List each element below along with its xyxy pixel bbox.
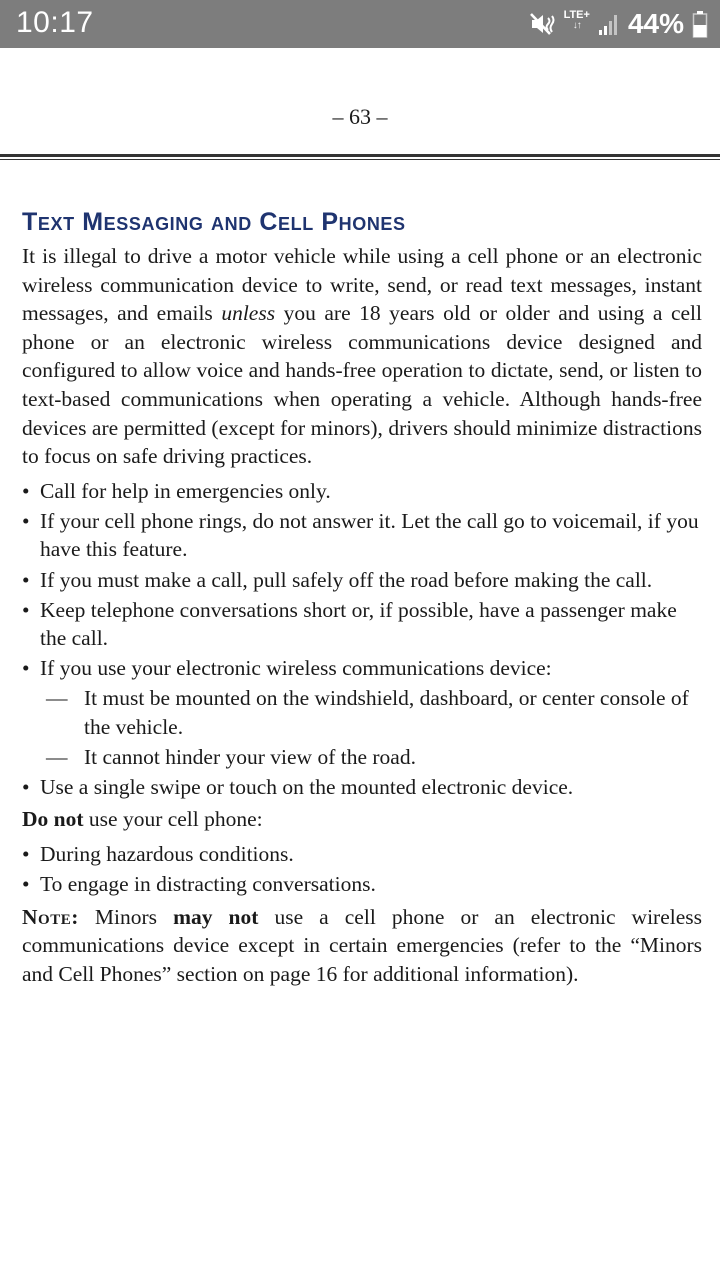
intro-text-2: you are 18 years old or older and using a cell phone or an electronic wireless communications device designed and configured to allow voice and hands-free operation to dictate, send, or listen to text-based communications when operating a vehicle. Although hands-free devices are permitted (except for minors), drivers should minimize distractions to focus on safe driving practices. <box>22 301 702 469</box>
do-not-list <box>22 840 702 899</box>
sub-list-item-text: It must be mounted on the windshield, dashboard, or center console of the vehicle. <box>84 685 689 739</box>
intro-paragraph <box>22 242 702 471</box>
sub-list <box>22 684 702 771</box>
list-item: • If your cell phone rings, do not answer it. Let the call go to voicemail, if you have this feature. <box>22 507 702 564</box>
mute-vibrate-icon <box>528 10 556 38</box>
signal-icon <box>598 12 620 36</box>
page-number: – 63 – <box>332 104 388 129</box>
list-item: • Keep telephone conversations short or, if possible, have a passenger make the call. <box>22 596 702 653</box>
lte-label: LTE+ <box>563 8 590 21</box>
status-time: 10:17 <box>16 6 94 39</box>
do-not-heading <box>22 805 702 834</box>
page-content <box>22 206 702 988</box>
sub-list-item-text: It cannot hinder your view of the road. <box>84 744 416 769</box>
sub-list-item <box>22 743 702 772</box>
do-not-rest: use your cell phone: <box>83 807 263 832</box>
list-item: • Call for help in emergencies only. <box>22 477 702 506</box>
network-type <box>564 10 590 31</box>
note-paragraph <box>22 903 702 989</box>
status-icons <box>528 6 708 42</box>
list-item: • To engage in distracting conversations. <box>22 870 702 899</box>
dash-marker: — <box>46 744 68 769</box>
note-bold: may not <box>173 904 259 929</box>
list-item: • During hazardous conditions. <box>22 840 702 869</box>
do-not-bold: Do not <box>22 807 84 832</box>
intro-text-1: It is illegal to drive a motor vehicle while using a cell phone or an electronic wireless communication device to write, send, or read text messages, instant messages, and emails <box>22 244 702 326</box>
note-label: Note: <box>22 904 79 929</box>
data-arrows-icon: ↓↑ <box>572 19 581 31</box>
sub-list-item <box>22 684 702 741</box>
list-item: • Use a single swipe or touch on the mounted electronic device. <box>22 773 702 802</box>
header-rule-thin <box>0 159 720 160</box>
safety-bullet-list <box>22 477 702 802</box>
status-bar <box>0 0 720 48</box>
note-text-1: Minors <box>78 904 174 929</box>
note-text-2: use a cell phone or an electronic wireless communications device except in certain emergencies (refer to the “Minors and Cell Phones” section on page 16 for additional information). <box>22 904 702 986</box>
header-rule <box>0 154 720 157</box>
list-item: • If you must make a call, pull safely off the road before making the call. <box>22 566 702 595</box>
battery-icon <box>692 10 708 38</box>
section-title: Text Messaging and Cell Phones <box>22 208 406 236</box>
dash-marker: — <box>46 685 68 710</box>
battery-percentage: 44% <box>627 8 684 39</box>
intro-emphasis: unless <box>221 301 276 326</box>
list-item-text: If you use your electronic wireless communications device: <box>40 656 552 681</box>
list-item <box>22 654 702 771</box>
